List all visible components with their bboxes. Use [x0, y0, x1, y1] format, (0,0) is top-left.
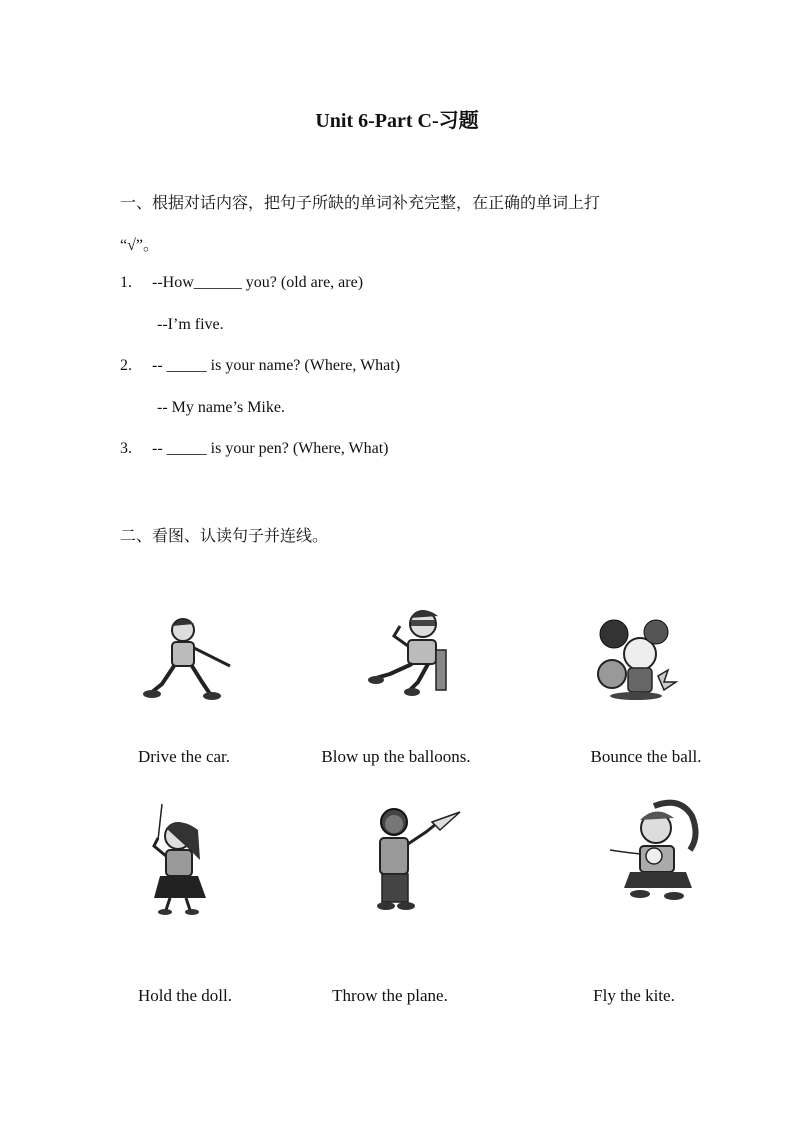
caption-bounce-ball: Bounce the ball. [590, 747, 702, 766]
section1-heading: 一、根据对话内容，把句子所缺的单词补充完整，在正确的单词上打 [120, 195, 601, 212]
boy-driving-car-illustration [138, 612, 238, 704]
caption-throw-plane: Throw the plane. [332, 986, 448, 1005]
question-2 [120, 357, 400, 375]
question-number: 3. [120, 440, 132, 457]
kids-bouncing-ball-illustration [592, 610, 680, 702]
question-number: 1. [120, 274, 132, 291]
question-1 [120, 274, 363, 292]
girl-flying-kite-illustration [128, 800, 224, 916]
caption-drive-car: Drive the car. [137, 747, 231, 766]
caption-hold-doll: Hold the doll. [138, 986, 232, 1005]
caption-fly-kite: Fly the kite. [593, 986, 675, 1005]
answer-1: --I’m five. [157, 316, 224, 333]
question-text: -- _____ is your pen? (Where, What) [152, 440, 389, 457]
section1-heading-cont: “√”。 [120, 237, 159, 254]
page-title: Unit 6-Part C-习题 [315, 110, 479, 132]
boy-throwing-plane-illustration [364, 800, 464, 916]
girl-holding-doll-illustration [600, 796, 704, 908]
question-text: --How______ you? (old are, are) [152, 274, 364, 291]
question-3 [120, 440, 389, 458]
caption-blow-balloons: Blow up the balloons. [321, 747, 471, 766]
section2-heading: 二、看图、认读句子并连线。 [120, 528, 329, 545]
answer-2: -- My name’s Mike. [157, 399, 285, 416]
boy-blowing-balloons-illustration [368, 602, 468, 700]
question-text: -- _____ is your name? (Where, What) [152, 357, 401, 374]
question-number: 2. [120, 357, 132, 374]
